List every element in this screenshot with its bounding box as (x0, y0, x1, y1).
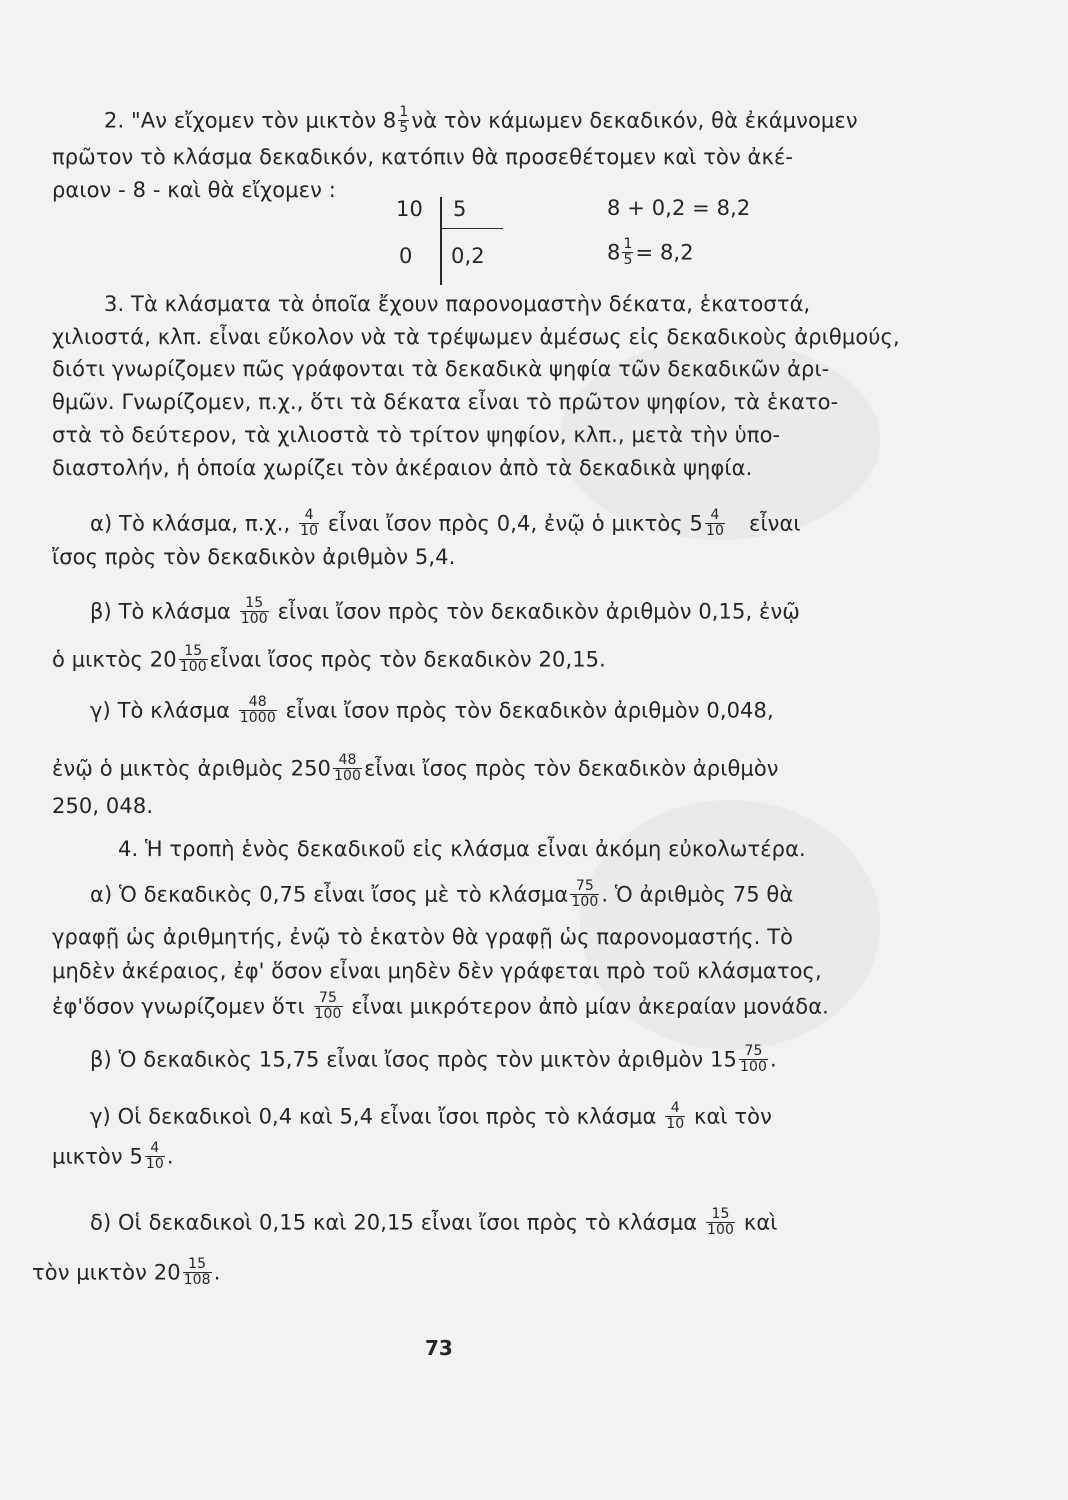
division-vertical-line (440, 197, 442, 285)
sec3-line-3: διότι γνωρίζομεν πῶς γράφονται τὰ δεκαδικὰ ψηφία τῶν δεκαδικῶν ἀρι- (52, 357, 830, 381)
fraction-15-100: $\frac{15}{100}$ (179, 643, 207, 675)
fraction-48-1000: $\frac{48}{1000}$ (239, 694, 276, 726)
fraction-75-100: $\frac{75}{100}$ (739, 1043, 767, 1075)
sec4-alpha-line-3: μηδὲν ἀκέραιος, ἐφ' ὅσον εἶναι μηδὲν δὲν γράφεται πρὸ τοῦ κλάσματος, (52, 959, 822, 983)
sec2-line-2: πρῶτον τὸ κλάσμα δεκαδικόν, κατόπιν θὰ προσεθέτομεν καὶ τὸν ἀκέ- (52, 145, 794, 169)
sec4-beta-line-1: β) Ὁ δεκαδικὸς 15,75 εἶναι ἴσος πρὸς τὸν μικτὸν ἀριθμὸν 15 $\frac{75}{100}$ . (90, 1043, 777, 1075)
sec4-delta-line-2: τὸν μικτὸν 20 $\frac{15}{108}$ . (32, 1256, 221, 1288)
sec4-gamma-line-1: γ) Οἱ δεκαδικοὶ 0,4 καὶ 5,4 εἶναι ἴσοι πρὸς τὸ κλάσμα $\frac{4}{10}$ καὶ τὸν (90, 1100, 772, 1132)
sec3-alpha-line-2: ἴσος πρὸς τὸν δεκαδικὸν ἀριθμὸν 5,4. (52, 545, 456, 569)
sec2-line-1: 2. "Αν εἴχομεν τὸν μικτὸν 8 $\frac{1}{5}$ νὰ τὸν κάμωμεν δεκαδικόν, θὰ ἐκάμνομεν (104, 104, 858, 136)
sec3-beta-line-2: ὁ μικτὸς 20 $\frac{15}{100}$ εἶναι ἴσος πρὸς τὸν δεκαδικὸν 20,15. (52, 643, 606, 675)
sec3-gamma-line-2: ἐνῷ ὁ μικτὸς ἀριθμὸς 250 $\frac{48}{100}$ εἶναι ἴσος πρὸς τὸν δεκαδικὸν ἀριθμὸν (52, 752, 779, 784)
division-divisor: 5 (453, 197, 467, 221)
sec3-gamma-line-3: 250, 048. (52, 794, 154, 818)
division-quotient: 0,2 (451, 244, 485, 268)
fraction-4-10: $\frac{4}{10}$ (145, 1140, 164, 1172)
sec3-gamma-line-1: γ) Τὸ κλάσμα $\frac{48}{1000}$ εἶναι ἴσον πρὸς τὸν δεκαδικὸν ἀριθμὸν 0,048, (90, 694, 774, 726)
equation-2: 8 $\frac{1}{5}$ = 8,2 (607, 236, 694, 268)
division-remainder: 0 (399, 244, 413, 268)
sec3-line-1: 3. Τὰ κλάσματα τὰ ὁποῖα ἔχουν παρονομαστὴν δέκατα, ἑκατοστά, (104, 292, 811, 316)
equation-1: 8 + 0,2 = 8,2 (607, 196, 751, 220)
sec4-line-1: 4. Ἡ τροπὴ ἑνὸς δεκαδικοῦ εἰς κλάσμα εἶναι ἀκόμη εὐκολωτέρα. (118, 837, 806, 861)
fraction-4-10: $\frac{4}{10}$ (666, 1100, 685, 1132)
fraction-48-100: $\frac{48}{100}$ (334, 752, 362, 784)
sec4-alpha-line-2: γραφῇ ὡς ἀριθμητής, ἐνῷ τὸ ἑκατὸν θὰ γραφῇ ὡς παρονομαστής. Τὸ (52, 925, 794, 949)
sec2-line-3: ραιον - 8 - καὶ θὰ εἴχομεν : (52, 178, 336, 202)
fraction-75-100: $\frac{75}{100}$ (314, 990, 342, 1022)
fraction-4-10: $\frac{4}{10}$ (705, 507, 724, 539)
page-number: 73 (425, 1336, 453, 1360)
sec3-line-2: χιλιοστά, κλπ. εἶναι εὔκολον νὰ τὰ τρέψωμεν ἀμέσως εἰς δεκαδικοὺς ἀριθμούς, (52, 325, 900, 349)
sec3-alpha-line-1: α) Τὸ κλάσμα, π.χ., $\frac{4}{10}$ εἶναι ἴσον πρὸς 0,4, ἐνῷ ὁ μικτὸς 5 $\frac{4}{10}$ εἶναι (90, 507, 801, 539)
sec3-beta-line-1: β) Τὸ κλάσμα $\frac{15}{100}$ εἶναι ἴσον πρὸς τὸν δεκαδικὸν ἀριθμὸν 0,15, ἐνῷ (90, 595, 800, 627)
fraction-75-100: $\frac{75}{100}$ (571, 878, 599, 910)
sec4-alpha-line-4: ἐφ'ὅσον γνωρίζομεν ὅτι $\frac{75}{100}$ εἶναι μικρότερον ἀπὸ μίαν ἀκεραίαν μονάδα. (52, 990, 829, 1022)
fraction-1-5: $\frac{1}{5}$ (399, 104, 409, 136)
division-dividend: 10 (396, 197, 423, 221)
sec3-line-4: θμῶν. Γνωρίζομεν, π.χ., ὅτι τὰ δέκατα εἶναι τὸ πρῶτον ψηφίον, τὰ ἑκατο- (52, 390, 839, 414)
fraction-15-100: $\frac{15}{100}$ (707, 1206, 735, 1238)
sec3-line-6: διαστολήν, ἡ ὁποία χωρίζει τὸν ἀκέραιον ἀπὸ τὰ δεκαδικὰ ψηφία. (52, 456, 753, 480)
sec4-alpha-line-1: α) Ὁ δεκαδικὸς 0,75 εἶναι ἴσος μὲ τὸ κλάσμα $\frac{75}{100}$ . Ὁ ἀριθμὸς 75 θὰ (90, 878, 794, 910)
sec4-delta-line-1: δ) Οἱ δεκαδικοὶ 0,15 καὶ 20,15 εἶναι ἴσοι πρὸς τὸ κλάσμα $\frac{15}{100}$ καὶ (90, 1206, 778, 1238)
fraction-4-10: $\frac{4}{10}$ (300, 507, 319, 539)
sec3-line-5: στὰ τὸ δεύτερον, τὰ χιλιοστὰ τὸ τρίτον ψηφίον, κλπ., μετὰ τὴν ὑπο- (52, 423, 781, 447)
division-horizontal-line (441, 228, 503, 229)
fraction-1-5: $\frac{1}{5}$ (623, 236, 633, 268)
fraction-15-100: $\frac{15}{100}$ (240, 595, 268, 627)
fraction-15-108: $\frac{15}{108}$ (183, 1256, 211, 1288)
sec4-gamma-line-2: μικτὸν 5 $\frac{4}{10}$ . (52, 1140, 174, 1172)
